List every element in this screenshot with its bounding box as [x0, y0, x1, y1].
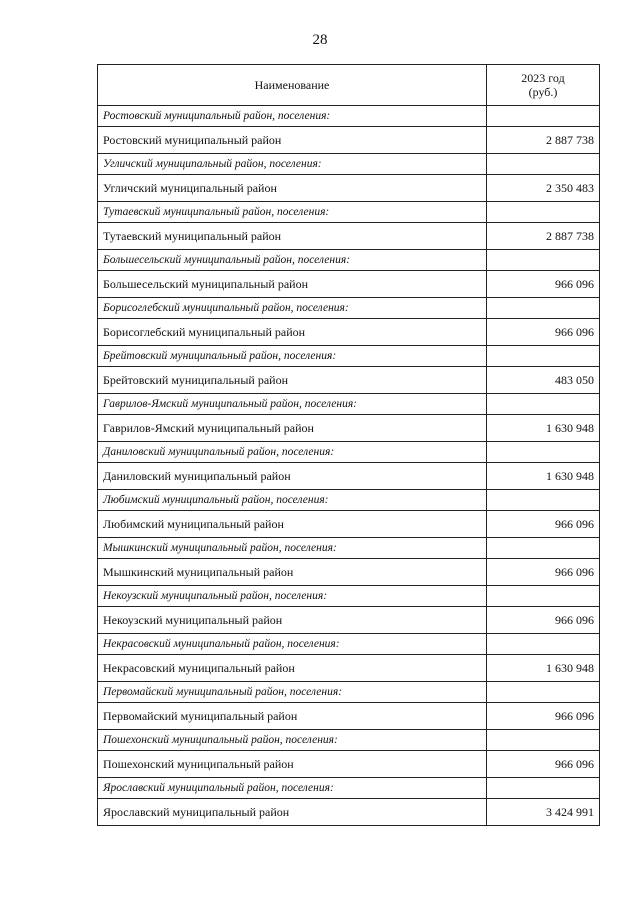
district-name: Ярославский муниципальный район	[98, 799, 487, 826]
group-value-empty	[487, 106, 600, 127]
table-row	[98, 415, 600, 442]
district-name: Ростовский муниципальный район	[98, 127, 487, 154]
group-label: Ярославский муниципальный район, поселения:	[98, 778, 487, 799]
table-group-row	[98, 490, 600, 511]
district-amount: 966 096	[487, 751, 600, 778]
group-value-empty	[487, 538, 600, 559]
group-label: Даниловский муниципальный район, поселения:	[98, 442, 487, 463]
table-group-row	[98, 106, 600, 127]
table-group-row	[98, 202, 600, 223]
group-value-empty	[487, 250, 600, 271]
table-row	[98, 607, 600, 634]
table-group-row	[98, 586, 600, 607]
table-row	[98, 367, 600, 394]
table-row	[98, 703, 600, 730]
group-value-empty	[487, 682, 600, 703]
column-header-year: 2023 год	[521, 71, 565, 85]
group-value-empty	[487, 634, 600, 655]
table-group-row	[98, 538, 600, 559]
district-name: Пошехонский муниципальный район	[98, 751, 487, 778]
group-label: Гаврилов-Ямский муниципальный район, поселения:	[98, 394, 487, 415]
page-number: 28	[312, 32, 328, 48]
table-row	[98, 127, 600, 154]
district-name: Некоузский муниципальный район	[98, 607, 487, 634]
group-value-empty	[487, 394, 600, 415]
group-value-empty	[487, 778, 600, 799]
table-row	[98, 559, 600, 586]
group-label: Пошехонский муниципальный район, поселения:	[98, 730, 487, 751]
district-amount: 1 630 948	[487, 463, 600, 490]
group-value-empty	[487, 730, 600, 751]
table-group-row	[98, 394, 600, 415]
table-group-row	[98, 730, 600, 751]
district-name: Даниловский муниципальный район	[98, 463, 487, 490]
table-row	[98, 319, 600, 346]
table-group-row	[98, 154, 600, 175]
table-group-row	[98, 634, 600, 655]
table-body	[98, 106, 600, 826]
group-value-empty	[487, 490, 600, 511]
table-header-row	[98, 65, 600, 106]
district-name: Некрасовский муниципальный район	[98, 655, 487, 682]
group-value-empty	[487, 346, 600, 367]
district-amount: 1 630 948	[487, 415, 600, 442]
district-amount: 2 887 738	[487, 127, 600, 154]
district-amount: 966 096	[487, 607, 600, 634]
table-group-row	[98, 778, 600, 799]
district-name: Любимский муниципальный район	[98, 511, 487, 538]
district-amount: 966 096	[487, 559, 600, 586]
group-label: Мышкинский муниципальный район, поселения:	[98, 538, 487, 559]
group-value-empty	[487, 298, 600, 319]
group-label: Первомайский муниципальный район, поселения:	[98, 682, 487, 703]
data-table	[97, 64, 600, 826]
district-amount: 1 630 948	[487, 655, 600, 682]
table-group-row	[98, 442, 600, 463]
column-header-unit: (руб.)	[528, 85, 558, 99]
district-name: Тутаевский муниципальный район	[98, 223, 487, 250]
district-amount: 3 424 991	[487, 799, 600, 826]
table-group-row	[98, 346, 600, 367]
district-name: Борисоглебский муниципальный район	[98, 319, 487, 346]
district-amount: 966 096	[487, 703, 600, 730]
table-row	[98, 463, 600, 490]
district-name: Большесельский муниципальный район	[98, 271, 487, 298]
group-label: Тутаевский муниципальный район, поселения:	[98, 202, 487, 223]
group-label: Некоузский муниципальный район, поселения:	[98, 586, 487, 607]
column-header-value	[487, 65, 600, 106]
group-value-empty	[487, 442, 600, 463]
district-name: Мышкинский муниципальный район	[98, 559, 487, 586]
group-label: Брейтовский муниципальный район, поселения:	[98, 346, 487, 367]
district-name: Первомайский муниципальный район	[98, 703, 487, 730]
table-row	[98, 223, 600, 250]
group-label: Большесельский муниципальный район, поселения:	[98, 250, 487, 271]
table-group-row	[98, 250, 600, 271]
group-label: Некрасовский муниципальный район, поселения:	[98, 634, 487, 655]
district-amount: 966 096	[487, 271, 600, 298]
district-name: Угличский муниципальный район	[98, 175, 487, 202]
group-value-empty	[487, 154, 600, 175]
column-header-name: Наименование	[98, 65, 487, 106]
district-name: Брейтовский муниципальный район	[98, 367, 487, 394]
table-group-row	[98, 682, 600, 703]
table-row	[98, 751, 600, 778]
group-value-empty	[487, 202, 600, 223]
group-label: Любимский муниципальный район, поселения:	[98, 490, 487, 511]
table-row	[98, 655, 600, 682]
group-label: Угличский муниципальный район, поселения:	[98, 154, 487, 175]
table-row	[98, 511, 600, 538]
district-amount: 2 350 483	[487, 175, 600, 202]
group-value-empty	[487, 586, 600, 607]
district-amount: 966 096	[487, 319, 600, 346]
table-group-row	[98, 298, 600, 319]
group-label: Ростовский муниципальный район, поселения:	[98, 106, 487, 127]
district-amount: 483 050	[487, 367, 600, 394]
district-amount: 2 887 738	[487, 223, 600, 250]
table-row	[98, 799, 600, 826]
group-label: Борисоглебский муниципальный район, поселения:	[98, 298, 487, 319]
district-name: Гаврилов-Ямский муниципальный район	[98, 415, 487, 442]
table-row	[98, 175, 600, 202]
table-row	[98, 271, 600, 298]
district-amount: 966 096	[487, 511, 600, 538]
